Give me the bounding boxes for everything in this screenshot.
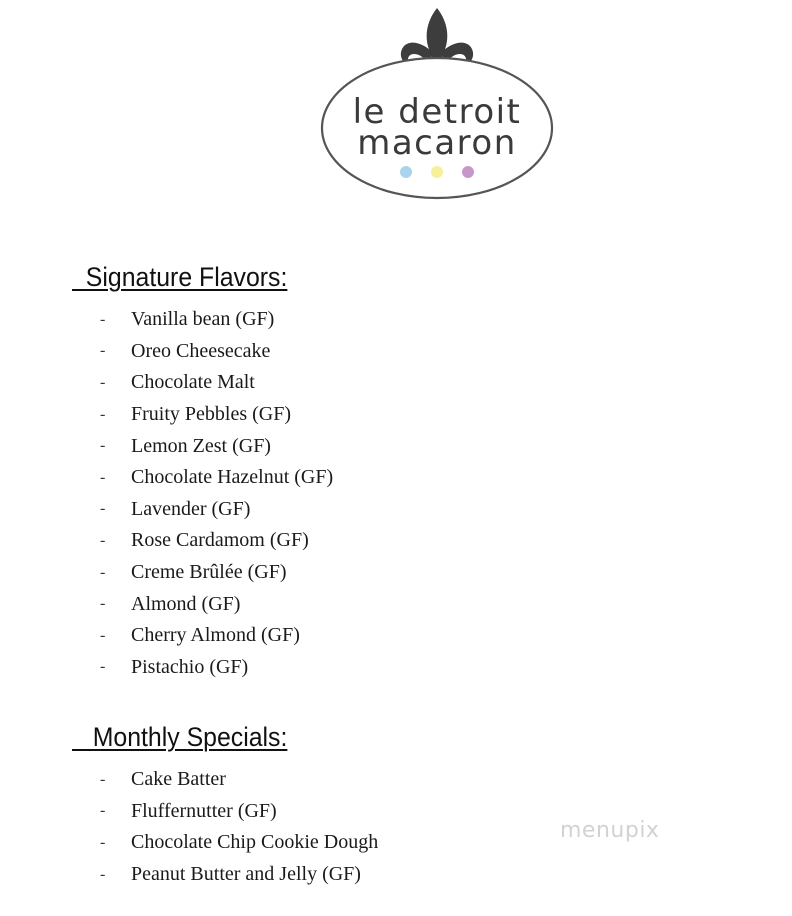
flavor-name: Vanilla bean (GF) xyxy=(131,308,275,331)
signature-flavors-heading: Signature Flavors: xyxy=(72,262,288,292)
list-item xyxy=(100,525,333,557)
bullet-dash: - xyxy=(100,626,106,644)
flavor-name: Cake Batter xyxy=(131,768,226,791)
bullet-dash: - xyxy=(100,373,106,391)
list-item xyxy=(100,399,333,431)
monthly-specials-heading: Monthly Specials: xyxy=(72,722,288,752)
bullet-dash: - xyxy=(100,802,106,820)
flavor-name: Peanut Butter and Jelly (GF) xyxy=(131,863,361,886)
list-item xyxy=(100,462,333,494)
flavor-name: Fluffernutter (GF) xyxy=(131,799,277,822)
list-item xyxy=(100,764,378,796)
bullet-dash: - xyxy=(100,468,106,486)
flavor-name: Chocolate Chip Cookie Dough xyxy=(131,831,379,854)
bullet-dash: - xyxy=(100,405,106,423)
flavor-name: Chocolate Hazelnut (GF) xyxy=(131,466,334,489)
bullet-dash: - xyxy=(100,500,106,518)
flavor-name: Creme Brûlée (GF) xyxy=(131,561,287,584)
flavor-name: Lemon Zest (GF) xyxy=(131,434,271,457)
list-item xyxy=(100,588,333,620)
flavor-name: Pistachio (GF) xyxy=(131,655,249,678)
logo-dot-yellow xyxy=(431,166,443,178)
bullet-dash: - xyxy=(100,563,106,581)
flavor-name: Lavender (GF) xyxy=(131,497,251,520)
list-item xyxy=(100,336,333,368)
bullet-dash: - xyxy=(100,770,106,788)
list-item xyxy=(100,859,378,891)
monthly-specials-list xyxy=(100,764,378,890)
bullet-dash: - xyxy=(100,437,106,455)
bullet-dash: - xyxy=(100,531,106,549)
list-item xyxy=(100,796,378,828)
watermark: menupix xyxy=(560,818,660,843)
bullet-dash: - xyxy=(100,310,106,328)
list-item xyxy=(100,827,378,859)
list-item xyxy=(100,620,333,652)
signature-flavors-list xyxy=(100,304,333,683)
list-item xyxy=(100,367,333,399)
bullet-dash: - xyxy=(100,833,106,851)
list-item xyxy=(100,430,333,462)
flavor-name: Cherry Almond (GF) xyxy=(131,624,300,647)
bullet-dash: - xyxy=(100,342,106,360)
flavor-name: Chocolate Malt xyxy=(131,371,255,394)
logo-dot-purple xyxy=(462,166,474,178)
logo-dot-blue xyxy=(400,166,412,178)
list-item xyxy=(100,557,333,589)
flavor-name: Almond (GF) xyxy=(131,592,241,615)
flavor-name: Fruity Pebbles (GF) xyxy=(131,403,291,426)
logo xyxy=(318,4,556,204)
logo-text-line2: macaron xyxy=(357,123,517,163)
list-item xyxy=(100,494,333,526)
bullet-dash: - xyxy=(100,658,106,676)
list-item xyxy=(100,652,333,684)
bullet-dash: - xyxy=(100,595,106,613)
bullet-dash: - xyxy=(100,865,106,883)
logo-text-line1: le detroit xyxy=(352,92,522,132)
list-item xyxy=(100,304,333,336)
flavor-name: Oreo Cheesecake xyxy=(131,339,271,362)
flavor-name: Rose Cardamom (GF) xyxy=(131,529,309,552)
